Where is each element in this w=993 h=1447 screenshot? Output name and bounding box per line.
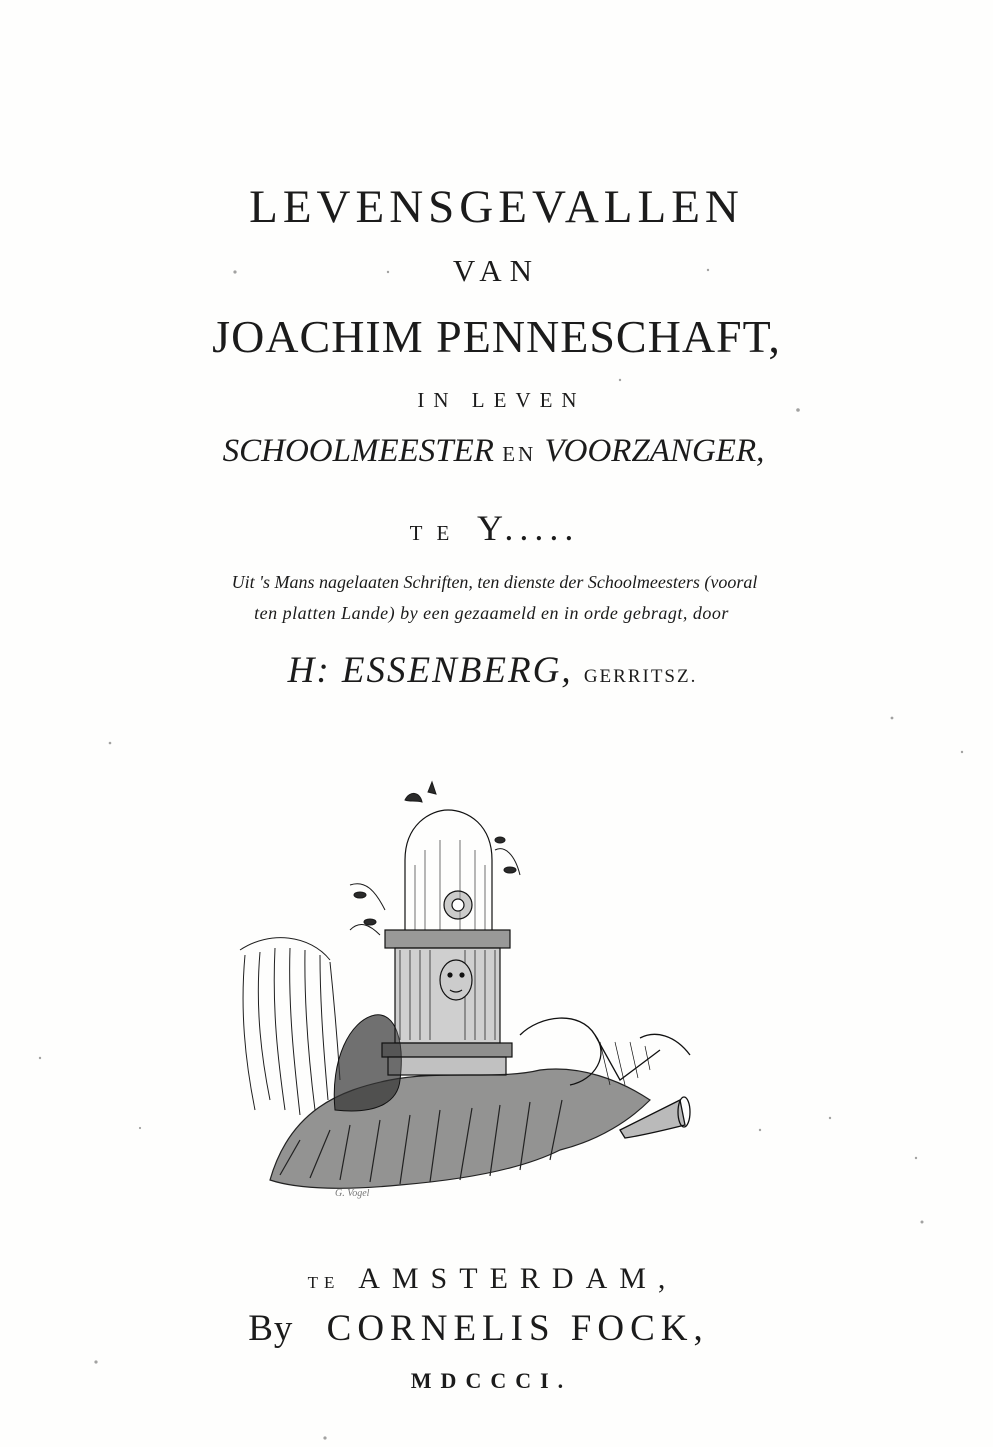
publisher-by: By	[248, 1308, 294, 1349]
bell-jar	[405, 810, 492, 930]
profession-en: EN	[502, 442, 537, 466]
author-line	[0, 649, 993, 692]
in-leven-line: IN LEVEN	[417, 388, 586, 412]
city-te: TE	[307, 1273, 341, 1292]
publisher-line	[0, 1307, 993, 1350]
profession-schoolmeester: SCHOOLMEESTER	[222, 433, 494, 469]
profession-voorzanger: VOORZANGER,	[544, 433, 765, 469]
book-title: LEVENSGEVALLEN	[249, 181, 744, 233]
subtitle-line-1: Uit 's Mans nagelaaten Schriften, ten dienste der Schoolmeesters (vooral	[231, 572, 758, 592]
mask-face	[440, 960, 472, 1000]
publisher-name: CORNELIS FOCK,	[326, 1308, 709, 1349]
subject-name: JOACHIM PENNESCHAFT,	[212, 311, 781, 362]
place-name: Y.....	[476, 508, 580, 548]
subtitle-line-2: ten platten Lande) by een gezaameld en in orde gebragt, door	[254, 603, 729, 623]
place-line	[0, 507, 993, 549]
engraver-signature: G. Vogel	[335, 1188, 370, 1199]
engraved-vignette	[200, 780, 720, 1200]
author-suffix: GERRITSZ.	[583, 666, 698, 687]
flower-sprays	[350, 782, 520, 935]
publication-year: MDCCCI.	[410, 1368, 573, 1393]
author-name: H: ESSENBERG,	[287, 650, 573, 691]
place-te: TE	[409, 521, 464, 545]
willow-tree	[240, 938, 340, 1115]
pedestal	[382, 930, 512, 1075]
title-van: VAN	[452, 253, 541, 288]
profession-line	[0, 433, 993, 470]
city-name: AMSTERDAM,	[358, 1262, 678, 1295]
city-line	[0, 1262, 993, 1296]
